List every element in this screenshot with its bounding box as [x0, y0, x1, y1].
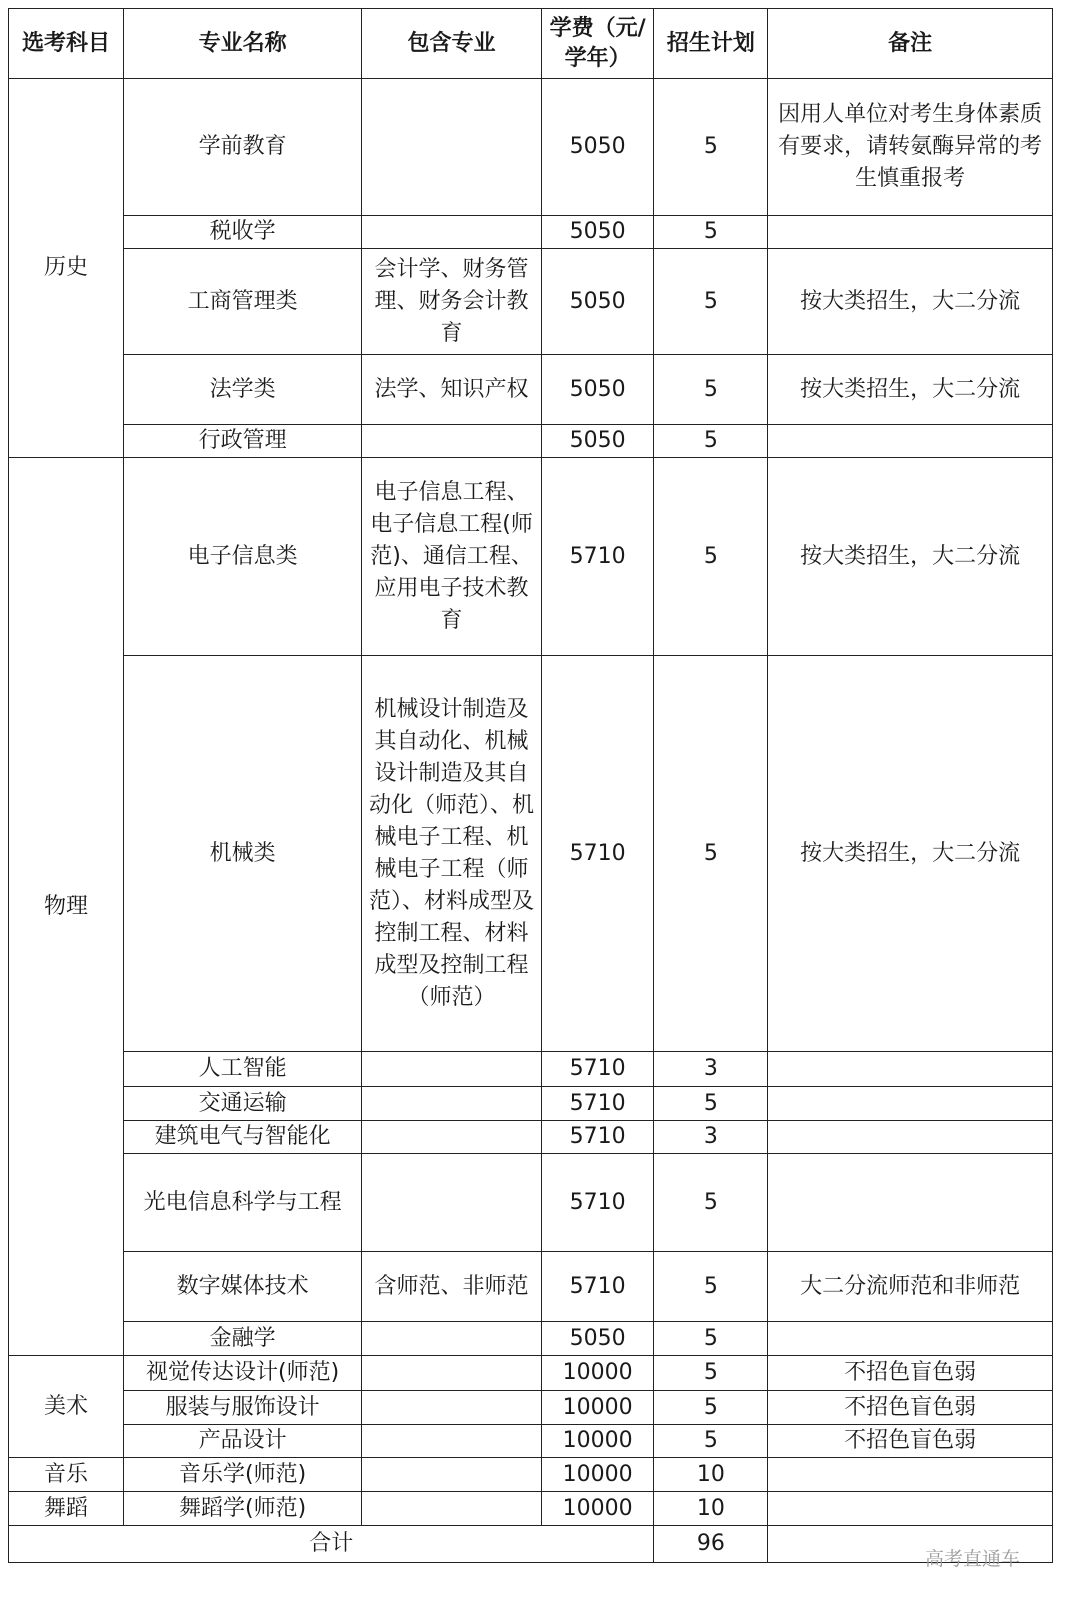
subject-cell: 舞蹈	[9, 1492, 124, 1526]
note-cell	[768, 425, 1053, 458]
major-cell: 行政管理	[123, 425, 361, 458]
major-cell: 建筑电气与智能化	[123, 1121, 361, 1154]
tuition-cell: 10000	[541, 1458, 654, 1492]
major-cell: 产品设计	[123, 1425, 361, 1458]
table-row	[9, 1154, 1053, 1252]
major-cell: 视觉传达设计(师范)	[123, 1356, 361, 1391]
header-row	[9, 9, 1053, 79]
table-row	[9, 1356, 1053, 1391]
plan-cell: 5	[654, 1087, 768, 1121]
note-cell	[768, 216, 1053, 249]
tuition-cell: 5710	[541, 656, 654, 1052]
major-cell: 工商管理类	[123, 249, 361, 355]
table-row	[9, 1391, 1053, 1425]
major-cell: 税收学	[123, 216, 361, 249]
note-cell	[768, 1087, 1053, 1121]
table-row	[9, 249, 1053, 355]
header-includes: 包含专业	[362, 9, 541, 79]
header-plan: 招生计划	[654, 9, 768, 79]
table-row	[9, 1458, 1053, 1492]
plan-cell: 5	[654, 79, 768, 216]
tuition-cell: 10000	[541, 1391, 654, 1425]
note-cell: 不招色盲色弱	[768, 1356, 1053, 1391]
includes-cell	[362, 1121, 541, 1154]
table-row	[9, 79, 1053, 216]
major-cell: 音乐学(师范)	[123, 1458, 361, 1492]
tuition-cell: 5710	[541, 1052, 654, 1087]
plan-cell: 3	[654, 1052, 768, 1087]
header-tuition: 学费（元/学年）	[541, 9, 654, 79]
note-cell: 按大类招生，大二分流	[768, 355, 1053, 425]
major-cell: 服装与服饰设计	[123, 1391, 361, 1425]
includes-cell: 机械设计制造及其自动化、机械设计制造及其自动化（师范）、机械电子工程、机械电子工程（师范）、材料成型及控制工程、材料成型及控制工程（师范）	[362, 656, 541, 1052]
table-row	[9, 1322, 1053, 1356]
includes-cell	[362, 1322, 541, 1356]
includes-cell	[362, 1087, 541, 1121]
includes-cell	[362, 1391, 541, 1425]
total-plan: 96	[654, 1526, 768, 1563]
plan-cell: 5	[654, 1391, 768, 1425]
includes-cell	[362, 1492, 541, 1526]
total-label: 合计	[9, 1526, 654, 1563]
note-cell: 大二分流师范和非师范	[768, 1252, 1053, 1322]
includes-cell	[362, 1356, 541, 1391]
plan-cell: 5	[654, 1356, 768, 1391]
plan-cell: 5	[654, 1154, 768, 1252]
includes-cell: 电子信息工程、电子信息工程(师范)、通信工程、应用电子技术教育	[362, 458, 541, 656]
note-cell	[768, 1052, 1053, 1087]
table-body	[9, 79, 1053, 1526]
includes-cell	[362, 1154, 541, 1252]
tuition-cell: 5050	[541, 1322, 654, 1356]
plan-cell: 5	[654, 1322, 768, 1356]
tuition-cell: 5710	[541, 458, 654, 656]
tuition-cell: 5050	[541, 425, 654, 458]
includes-cell	[362, 1425, 541, 1458]
admission-plan-table	[8, 8, 1053, 1563]
subject-cell: 历史	[9, 79, 124, 458]
tuition-cell: 5050	[541, 249, 654, 355]
includes-cell	[362, 1052, 541, 1087]
tuition-cell: 10000	[541, 1356, 654, 1391]
includes-cell	[362, 216, 541, 249]
tuition-cell: 5050	[541, 216, 654, 249]
plan-cell: 5	[654, 216, 768, 249]
includes-cell: 会计学、财务管理、财务会计教育	[362, 249, 541, 355]
table-row	[9, 1492, 1053, 1526]
subject-cell: 音乐	[9, 1458, 124, 1492]
note-cell: 按大类招生，大二分流	[768, 656, 1053, 1052]
plan-cell: 5	[654, 656, 768, 1052]
note-cell	[768, 1121, 1053, 1154]
tuition-cell: 5710	[541, 1252, 654, 1322]
header-major: 专业名称	[123, 9, 361, 79]
note-cell	[768, 1154, 1053, 1252]
major-cell: 电子信息类	[123, 458, 361, 656]
table-row	[9, 1425, 1053, 1458]
table-row	[9, 1121, 1053, 1154]
note-cell: 不招色盲色弱	[768, 1391, 1053, 1425]
tuition-cell: 5050	[541, 79, 654, 216]
major-cell: 学前教育	[123, 79, 361, 216]
tuition-cell: 10000	[541, 1492, 654, 1526]
table-row	[9, 1252, 1053, 1322]
subject-cell: 物理	[9, 458, 124, 1356]
note-cell: 因用人单位对考生身体素质有要求，请转氨酶异常的考生慎重报考	[768, 79, 1053, 216]
table-row	[9, 355, 1053, 425]
includes-cell: 法学、知识产权	[362, 355, 541, 425]
note-cell: 按大类招生，大二分流	[768, 458, 1053, 656]
note-cell: 按大类招生，大二分流	[768, 249, 1053, 355]
plan-cell: 10	[654, 1492, 768, 1526]
header-subject: 选考科目	[9, 9, 124, 79]
includes-cell: 含师范、非师范	[362, 1252, 541, 1322]
includes-cell	[362, 425, 541, 458]
plan-cell: 5	[654, 355, 768, 425]
total-row	[9, 1526, 1053, 1563]
table-row	[9, 1052, 1053, 1087]
includes-cell	[362, 1458, 541, 1492]
major-cell: 机械类	[123, 656, 361, 1052]
plan-cell: 5	[654, 458, 768, 656]
major-cell: 光电信息科学与工程	[123, 1154, 361, 1252]
table-row	[9, 656, 1053, 1052]
subject-cell: 美术	[9, 1356, 124, 1458]
note-cell	[768, 1322, 1053, 1356]
note-cell	[768, 1492, 1053, 1526]
tuition-cell: 5710	[541, 1121, 654, 1154]
major-cell: 金融学	[123, 1322, 361, 1356]
tuition-cell: 5710	[541, 1154, 654, 1252]
note-cell	[768, 1458, 1053, 1492]
table-row	[9, 1087, 1053, 1121]
plan-cell: 5	[654, 425, 768, 458]
tuition-cell: 10000	[541, 1425, 654, 1458]
watermark: 高考直通车	[925, 1548, 1021, 1570]
table-row	[9, 458, 1053, 656]
tuition-cell: 5710	[541, 1087, 654, 1121]
major-cell: 法学类	[123, 355, 361, 425]
plan-cell: 10	[654, 1458, 768, 1492]
header-note: 备注	[768, 9, 1053, 79]
major-cell: 交通运输	[123, 1087, 361, 1121]
tuition-cell: 5050	[541, 355, 654, 425]
plan-cell: 5	[654, 249, 768, 355]
note-cell: 不招色盲色弱	[768, 1425, 1053, 1458]
plan-cell: 3	[654, 1121, 768, 1154]
includes-cell	[362, 79, 541, 216]
table-row	[9, 425, 1053, 458]
plan-cell: 5	[654, 1425, 768, 1458]
major-cell: 数字媒体技术	[123, 1252, 361, 1322]
table-row	[9, 216, 1053, 249]
plan-cell: 5	[654, 1252, 768, 1322]
major-cell: 人工智能	[123, 1052, 361, 1087]
major-cell: 舞蹈学(师范)	[123, 1492, 361, 1526]
